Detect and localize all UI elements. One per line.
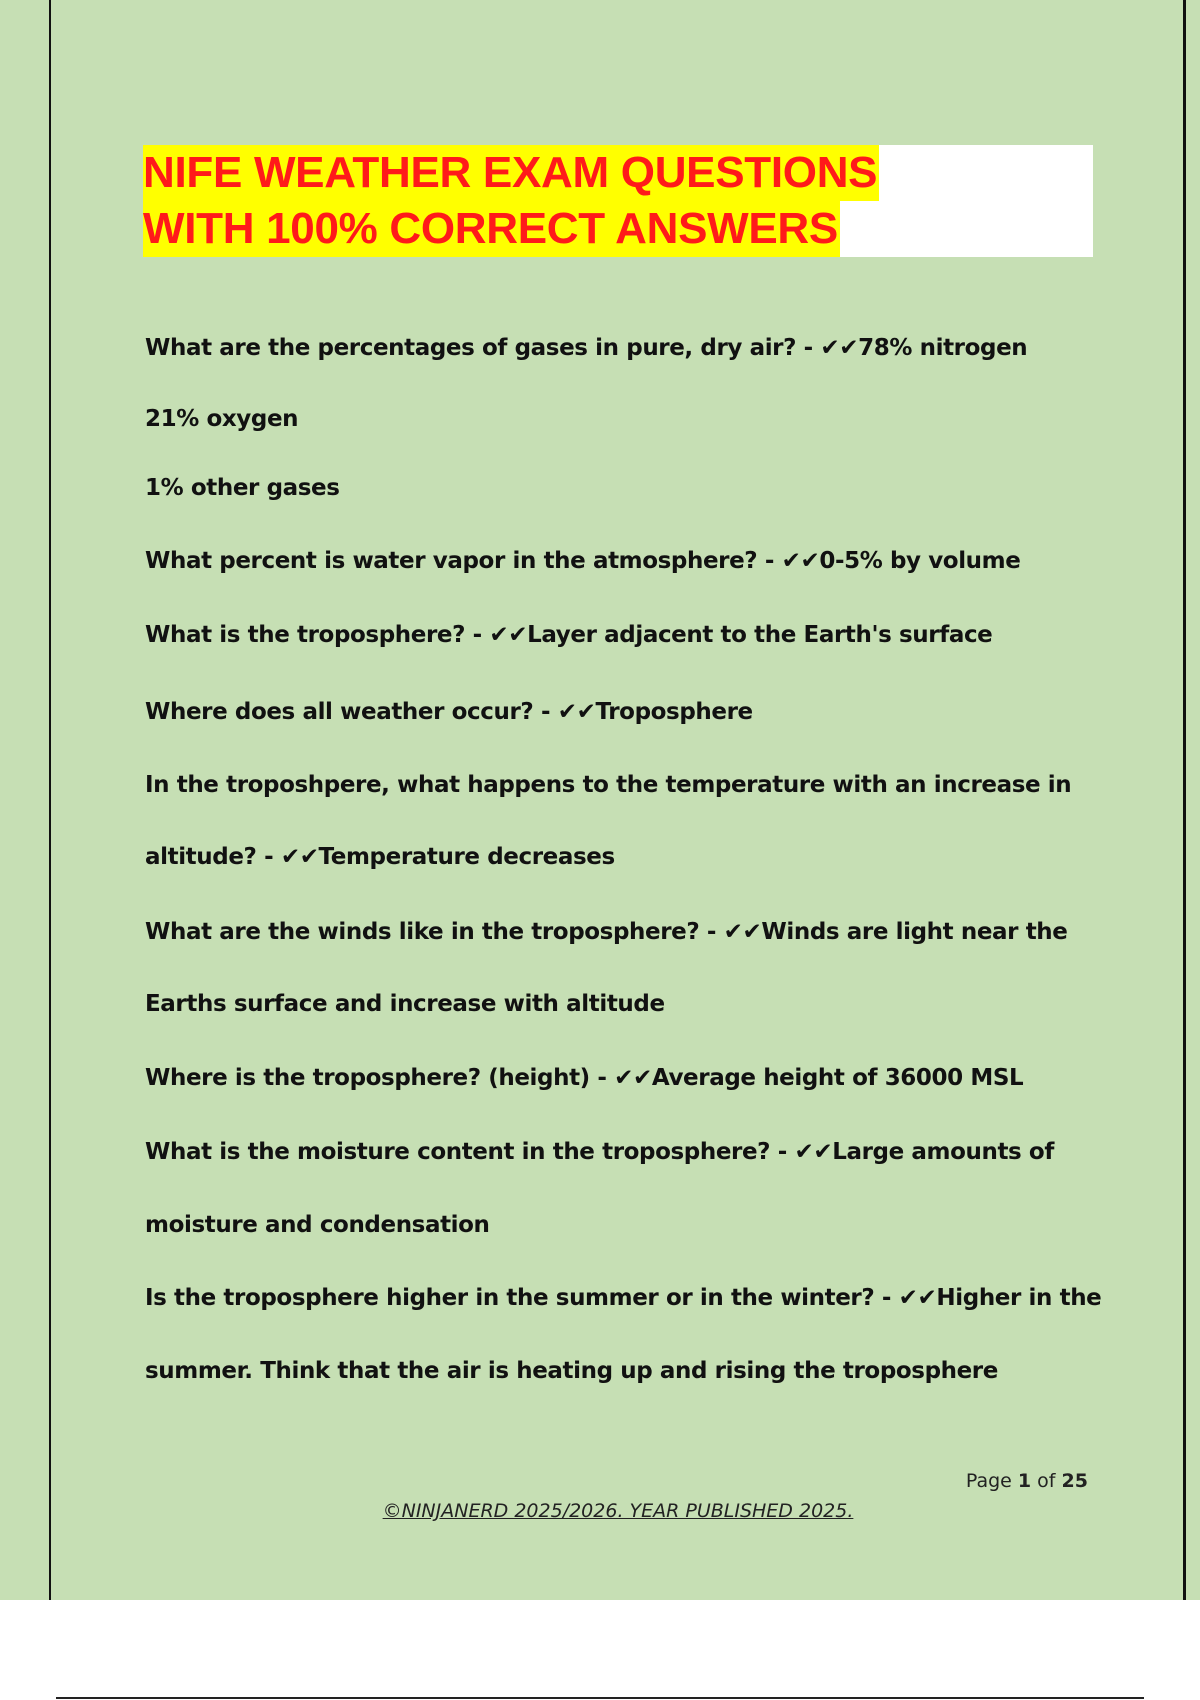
- text-line: moisture and condensation: [145, 1212, 490, 1238]
- page-right-border: [1183, 0, 1186, 1600]
- next-page-top-rule: [56, 1697, 1144, 1699]
- text-line: summer. Think that the air is heating up and rising the troposphere: [145, 1358, 998, 1384]
- text-line: What is the troposphere? - ✔✔Layer adjacent to the Earth's surface: [145, 622, 993, 648]
- title-line-1: NIFE WEATHER EXAM QUESTIONS: [143, 145, 879, 201]
- text-line: Where is the troposphere? (height) - ✔✔Average height of 36000 MSL: [145, 1065, 1024, 1091]
- page-number: [950, 1470, 1088, 1492]
- text-line: What are the percentages of gases in pure, dry air? - ✔✔78% nitrogen: [145, 335, 1028, 361]
- text-line: What percent is water vapor in the atmosphere? - ✔✔0-5% by volume: [145, 548, 1021, 574]
- page-left-border: [49, 0, 51, 1600]
- text-line: 1% other gases: [145, 475, 340, 501]
- text-line: What is the moisture content in the troposphere? - ✔✔Large amounts of: [145, 1139, 1054, 1165]
- text-line: Earths surface and increase with altitude: [145, 991, 665, 1017]
- footer-copyright: ©NINJANERD 2025/2026. YEAR PUBLISHED 2025.: [382, 1500, 854, 1522]
- text-line: altitude? - ✔✔Temperature decreases: [145, 844, 615, 870]
- text-line: Where does all weather occur? - ✔✔Troposphere: [145, 699, 753, 725]
- page-number-prefix: Page: [965, 1470, 1012, 1492]
- text-line: In the troposhpere, what happens to the temperature with an increase in: [145, 772, 1072, 798]
- page-number-of: of: [1037, 1470, 1056, 1492]
- text-line: Is the troposphere higher in the summer or in the winter? - ✔✔Higher in the: [145, 1285, 1102, 1311]
- page-number-total: 25: [1061, 1470, 1088, 1492]
- text-line: What are the winds like in the troposphere? - ✔✔Winds are light near the: [145, 919, 1068, 945]
- text-line: 21% oxygen: [145, 406, 299, 432]
- title-line-2: WITH 100% CORRECT ANSWERS: [143, 201, 840, 257]
- page-number-current: 1: [1017, 1470, 1032, 1492]
